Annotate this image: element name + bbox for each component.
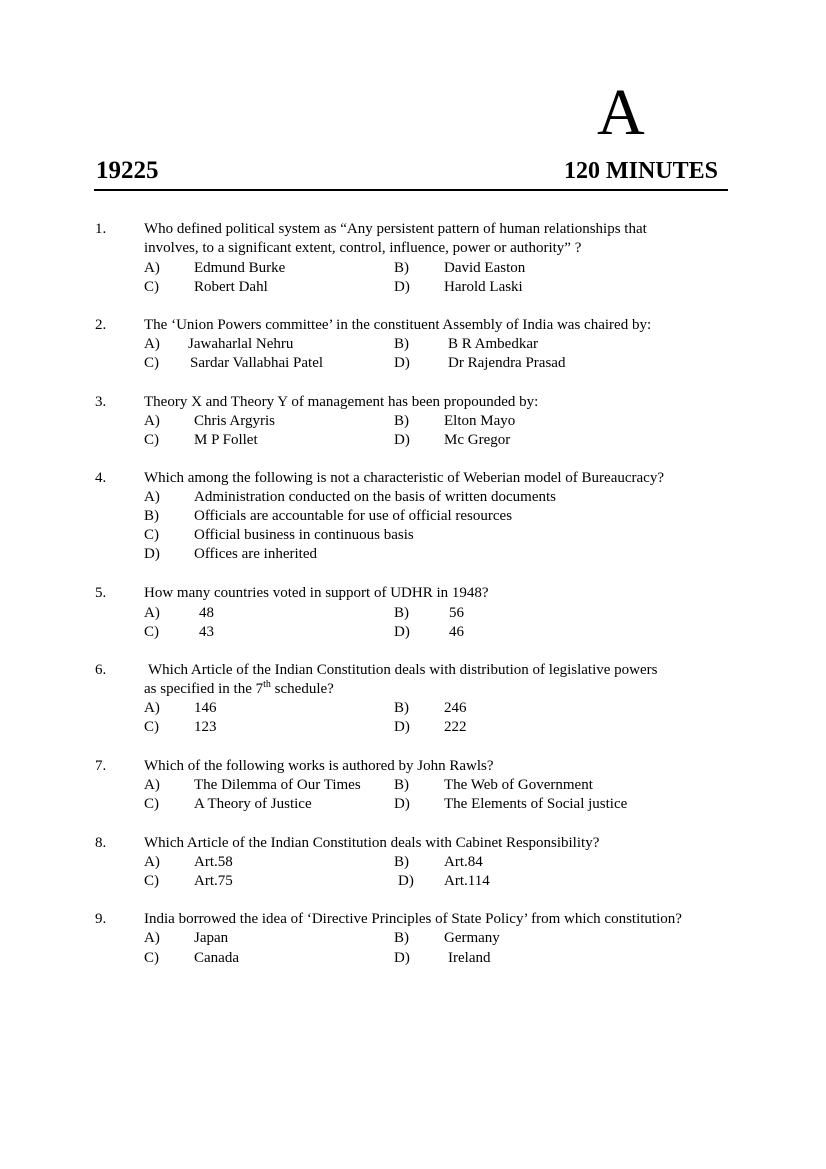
option-letter: A) [144,336,160,352]
header-row [94,155,728,191]
option-text: Art.75 [194,873,233,889]
option-letter: D) [394,796,410,812]
option-letter: B) [394,777,409,793]
question-text [144,584,754,603]
option-text: Jawaharlal Nehru [188,336,294,352]
question-text-line: Theory X and Theory Y of management has been propounded by: [144,394,539,410]
option-text: 246 [444,700,467,716]
option-letter: B) [394,413,409,429]
question-number: 5. [95,585,107,601]
question-number: 2. [95,317,107,333]
option-letter: C) [144,873,159,889]
question-text-line: Which of the following works is authored by John Rawls? [144,758,494,774]
question-text-line [144,680,754,699]
question-number: 6. [95,662,107,678]
question-text-line: Which Article of the Indian Constitution deals with distribution of legislative powers [148,662,658,678]
option-letter: C) [144,279,159,295]
option-text: Mc Gregor [444,432,511,448]
question-text-line: Which Article of the Indian Constitution deals with Cabinet Responsibility? [144,835,600,851]
option-letter: C) [144,950,159,966]
option-letter: A) [144,700,160,716]
question-text-line: The ‘Union Powers committee’ in the constituent Assembly of India was chaired by: [144,317,652,333]
option-letter: B) [144,508,159,524]
option-letter: C) [144,624,159,640]
option-text: The Dilemma of Our Times [194,777,361,793]
question-text-line: Who defined political system as “Any persistent pattern of human relationships that [144,221,647,237]
option-text: Canada [194,950,239,966]
question-text [144,910,754,929]
option-text: Robert Dahl [194,279,268,295]
option-text: The Elements of Social justice [444,796,628,812]
option-letter: A) [144,260,160,276]
question-text [144,469,754,488]
question-text-line: involves, to a significant extent, control, influence, power or authority” ? [144,240,582,256]
option-text: Art.84 [444,854,483,870]
superscript: th [263,679,271,690]
option-letter: D) [394,719,410,735]
option-letter: D) [144,546,160,562]
question-number: 4. [95,470,107,486]
question-text [144,393,754,412]
option-text: Dr Rajendra Prasad [448,355,566,371]
question-number: 1. [95,221,107,237]
option-letter: A) [144,930,160,946]
question-number: 9. [95,911,107,927]
question-text [144,834,754,853]
question-number: 3. [95,394,107,410]
option-letter: C) [144,796,159,812]
series-letter: A [597,76,645,149]
option-text: 48 [199,605,214,621]
option-letter: D) [394,279,410,295]
option-letter: A) [144,777,160,793]
question-text-part: as specified in the 7 [144,681,264,697]
option-letter: B) [394,260,409,276]
option-text: The Web of Government [444,777,593,793]
option-text: Japan [194,930,229,946]
option-text: 222 [444,719,467,735]
question-number: 7. [95,758,107,774]
option-text: M P Follet [194,432,258,448]
option-text: Art.58 [194,854,233,870]
option-letter: B) [394,336,409,352]
option-letter: D) [394,624,410,640]
option-letter: A) [144,854,160,870]
option-letter: D) [394,355,410,371]
option-text: Edmund Burke [194,260,286,276]
option-letter: B) [394,854,409,870]
option-text: Offices are inherited [194,546,317,562]
option-text: Chris Argyris [194,413,275,429]
option-text: Harold Laski [444,279,523,295]
option-text: 146 [194,700,217,716]
option-text: B R Ambedkar [448,336,538,352]
question-text-line: Which among the following is not a characteristic of Weberian model of Bureaucracy? [144,470,664,486]
option-letter: A) [144,605,160,621]
option-letter: B) [394,930,409,946]
option-text: 123 [194,719,217,735]
option-letter: C) [144,719,159,735]
question-text [144,316,754,335]
option-text: Sardar Vallabhai Patel [190,355,324,371]
option-letter: D) [394,950,410,966]
option-letter: D) [398,873,414,889]
option-text: Elton Mayo [444,413,516,429]
option-letter: C) [144,432,159,448]
question-text-line: India borrowed the idea of ‘Directive Principles of State Policy’ from which constitution? [144,911,682,927]
option-text: Official business in continuous basis [194,527,414,543]
option-letter: A) [144,413,160,429]
option-text: Germany [444,930,500,946]
option-text: Art.114 [444,873,490,889]
question-text [144,757,754,776]
option-text: Officials are accountable for use of official resources [194,508,513,524]
option-letter: D) [394,432,410,448]
option-letter: C) [144,527,159,543]
question-text-part: schedule? [270,681,334,697]
option-letter: A) [144,489,160,505]
option-text: 43 [199,624,214,640]
question-text [144,661,754,699]
question-number: 8. [95,835,107,851]
option-letter: B) [394,700,409,716]
paper-code: 19225 [96,157,159,184]
option-letter: B) [394,605,409,621]
question-text-line: How many countries voted in support of UDHR in 1948? [144,585,489,601]
option-text: 56 [449,605,464,621]
option-text: Ireland [448,950,491,966]
option-letter: C) [144,355,159,371]
option-text: Administration conducted on the basis of written documents [194,489,557,505]
option-text: David Easton [444,260,526,276]
question-text [144,220,754,258]
option-text: A Theory of Justice [194,796,312,812]
exam-duration: 120 MINUTES [563,158,718,184]
option-text: 46 [449,624,464,640]
